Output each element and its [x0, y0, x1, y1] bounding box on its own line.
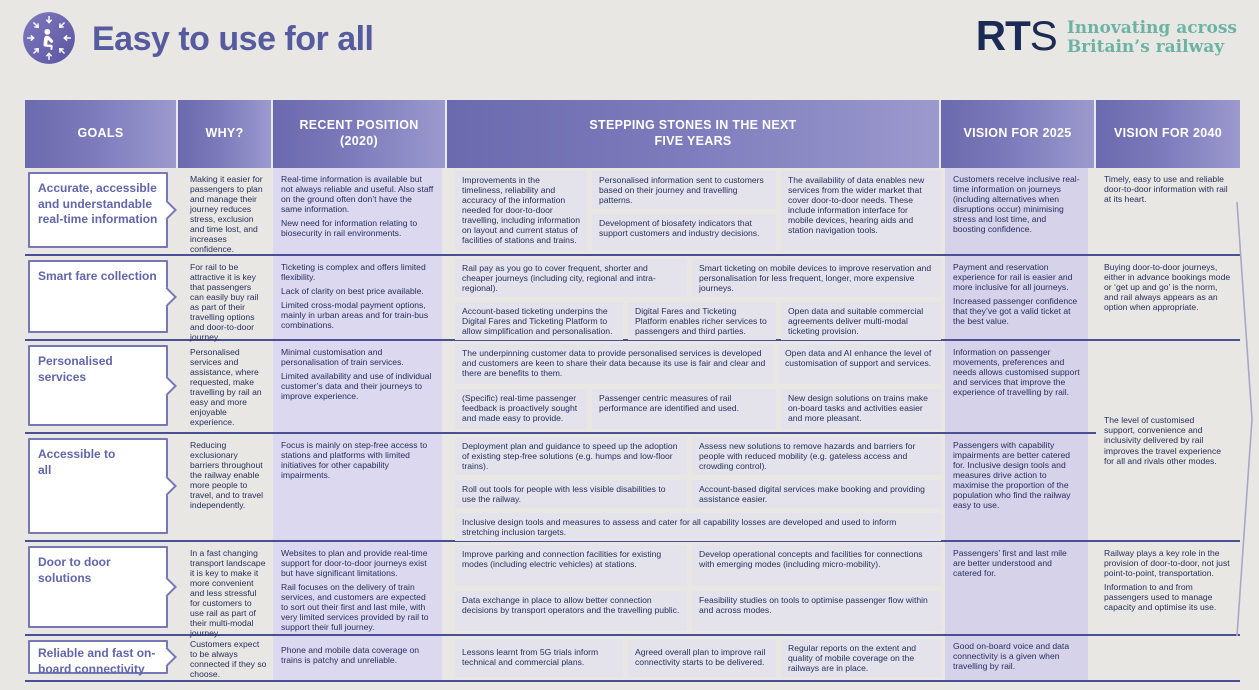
stepping-stone: Smart ticketing on mobile devices to improve reservation and personalisation for less frequent, longer, more expensive journeys. — [692, 259, 941, 297]
goal-cell-onboard-connectivity — [25, 636, 178, 682]
recent-text: Minimal customisation and personalisation of train services. — [281, 347, 404, 368]
vision-2040-cell-row6 — [1096, 636, 1240, 682]
stones-cell-row2 — [447, 256, 941, 341]
recent-cell-row4 — [273, 434, 447, 542]
stones-cell-row1 — [447, 168, 941, 256]
why-text: Customers expect to be always connected if they so choose. — [190, 639, 267, 680]
rts-tagline — [1067, 19, 1237, 57]
recent-text: Lack of clarity on best price available. — [281, 286, 424, 297]
stepping-stone: Assess new solutions to remove hazards and barriers for people with reduced mobility (e.g. gateless access and crowding control). — [692, 437, 941, 475]
strategy-table — [25, 100, 1240, 682]
why-cell-row6 — [178, 636, 273, 682]
recent-text: Rail focuses on the delivery of train services, and customers are expected to sort out their first and last mile, with very limited services provided by rail to support their full journey. — [281, 582, 429, 633]
goal-box — [28, 640, 168, 674]
col-header-label: WHY? — [205, 126, 244, 141]
recent-text: Focus is mainly on step-free access to stations and platforms with limited initiatives for other capability impairments. — [281, 440, 428, 481]
goal-label: Door to door solutions — [38, 555, 111, 585]
vision-2040-text: Buying door-to-door journeys, either in advance bookings mode or ‘get up and go’ is the norm, and rail always appears as an option when appropriate. — [1104, 262, 1231, 313]
stones-cell-row4 — [447, 434, 941, 542]
stones-cell-row5 — [447, 542, 941, 636]
stepping-stone: Develop operational concepts and facilities for connections with emerging modes (including micro-mobility). — [692, 545, 941, 586]
goal-cell-realtime-information — [25, 168, 178, 256]
goal-box — [28, 438, 168, 534]
stepping-stone: Regular reports on the extent and quality of mobile coverage on the railways are in place. — [781, 639, 941, 677]
stepping-stone: Lessons learnt from 5G trials inform technical and commercial plans. — [455, 639, 623, 677]
stepping-stone: Personalised information sent to customers based on their journey and travelling patterns. — [592, 171, 776, 209]
why-cell-row1 — [178, 168, 273, 256]
col-header-vision-2040 — [1096, 100, 1240, 168]
stepping-stone: Account-based digital services make booking and providing assistance easier. — [692, 480, 941, 508]
stepping-stone: Inclusive design tools and measures to assess and cater for all capability losses are developed and used to inform stretching inclusion targets. — [455, 513, 941, 541]
why-text: For rail to be attractive it is key that passengers can easily buy rail as part of their travelling options and door-to-door journey. — [190, 262, 259, 343]
stepping-stone: Deployment plan and guidance to speed up the adoption of existing step-free solutions (e.g. humps and low-floor trains). — [455, 437, 687, 475]
vision-2025-cell-row4 — [941, 434, 1096, 542]
goal-cell-door-to-door — [25, 542, 178, 636]
col-header-vision-2025 — [941, 100, 1096, 168]
recent-cell-row6 — [273, 636, 447, 682]
page-title: Easy to use for all — [92, 20, 374, 58]
rts-wordmark-bold: RT — [975, 12, 1030, 59]
why-cell-row5 — [178, 542, 273, 639]
col-header-goals — [25, 100, 178, 168]
stones-cell-row6 — [447, 636, 941, 682]
stepping-stone: Open data and suitable commercial agreements deliver multi-modal ticketing provision. — [781, 302, 941, 340]
stepping-stone: Roll out tools for people with less visible disabilities to use the railway. — [455, 480, 687, 508]
vision-2040-cell-row5 — [1096, 542, 1240, 636]
rts-tagline-line1: Innovating across — [1066, 18, 1237, 38]
goal-label: Accessible to all — [38, 447, 116, 477]
recent-text: Limited cross-modal payment options, mainly in urban areas and for train-bus combinations. — [281, 300, 429, 331]
page-header — [0, 0, 1259, 100]
goal-cell-personalised-services — [25, 341, 178, 434]
stepping-stone: The underpinning customer data to provide personalised services is developed and customers are keen to share their data because its use is fair and clear and there are benefits to them. — [455, 344, 773, 384]
stepping-stone: Open data and AI enhance the level of customisation of support and services. — [778, 344, 941, 384]
stepping-stone: Feasibility studies on tools to optimise passenger flow within and across modes. — [692, 591, 941, 632]
vision-2025-text: Payment and reservation experience for rail is easier and more inclusive for all journeys. — [953, 262, 1073, 293]
recent-text: Real-time information is available but not always reliable and useful. Also staff on the ground often don’t have the same information. — [281, 174, 434, 215]
rts-wordmark — [976, 14, 1057, 58]
stepping-stone: Agreed overall plan to improve rail connectivity starts to be delivered. — [628, 639, 776, 677]
stepping-stone: Passenger centric measures of rail performance are identified and used. — [592, 389, 776, 429]
vision-2040-text: Timely, easy to use and reliable door-to-door information with rail at its heart. — [1104, 174, 1228, 205]
why-cell-row2 — [178, 256, 273, 341]
col-header-label: RECENT POSITION (2020) — [299, 118, 419, 148]
goal-label: Personalised services — [38, 354, 113, 384]
vision-2040-text: The level of customised support, convenience and inclusivity delivered by rail improves the travel experience for all and rivals other modes. — [1104, 415, 1222, 466]
recent-cell-row3 — [273, 341, 447, 434]
goal-cell-smart-fare — [25, 256, 178, 341]
stepping-stone: Account-based ticketing underpins the Digital Fares and Ticketing Platform to allow simplification and personalisation. — [455, 302, 623, 340]
goal-label: Reliable and fast on-board connectivity — [38, 646, 156, 676]
table-continuation-chevron — [1236, 202, 1258, 636]
why-cell-row4 — [178, 434, 273, 542]
stones-cell-row3 — [447, 341, 941, 434]
stepping-stone: (Specific) real-time passenger feedback is proactively sought and made easy to provide. — [455, 389, 587, 429]
vision-2040-text: Information to and from passengers used to manage capacity and optimise its use. — [1104, 582, 1217, 613]
vision-2025-text: Information on passenger movements, preferences and needs allows customised support and services that improve the experience of travelling by rail. — [953, 347, 1080, 398]
vision-2025-cell-row1 — [941, 168, 1096, 256]
vision-2025-cell-row3 — [941, 341, 1096, 434]
recent-cell-row2 — [273, 256, 447, 341]
why-text: In a fast changing transport landscape it is key to make it more convenient and less stressful for customers to use rail as part of their multi-modal journey. — [190, 548, 266, 639]
goal-box — [28, 546, 168, 628]
col-header-label: VISION FOR 2040 — [1113, 126, 1222, 141]
recent-text: Ticketing is complex and offers limited flexibility. — [281, 262, 426, 283]
vision-2040-cell-row2 — [1096, 256, 1240, 341]
col-header-stepping-stones — [447, 100, 941, 168]
col-header-why — [178, 100, 273, 168]
stepping-stone: Rail pay as you go to cover frequent, shorter and cheaper journeys (including city, regional and intra-regional). — [455, 259, 687, 297]
vision-2025-cell-row6 — [941, 636, 1096, 682]
stepping-stone: New design solutions on trains make on-board tasks and activities easier and more pleasant. — [781, 389, 941, 429]
vision-2025-text: Good on-board voice and data connectivity is a given when travelling by rail. — [953, 641, 1070, 672]
goal-box — [28, 260, 168, 333]
stepping-stone: Improve parking and connection facilities for existing modes (including electric vehicles) at stations. — [455, 545, 687, 586]
rts-wordmark-light: S — [1029, 12, 1057, 59]
stepping-stone: Data exchange in place to allow better connection decisions by transport operators and the travelling public. — [455, 591, 687, 632]
goal-label: Accurate, accessible and understandable real-time information — [38, 181, 158, 227]
recent-cell-row1 — [273, 168, 447, 256]
why-cell-row3 — [178, 341, 273, 434]
rts-tagline-line2: Britain’s railway — [1066, 37, 1225, 57]
vision-2040-cell-row1 — [1096, 168, 1240, 256]
recent-text: New need for information relating to biosecurity in rail environments. — [281, 218, 418, 239]
why-text: Making it easier for passengers to plan and manage their journey reduces stress, exclusion and time lost, and increases confidence. — [190, 174, 263, 255]
recent-text: Phone and mobile data coverage on trains is patchy and unreliable. — [281, 645, 420, 666]
vision-2025-text: Increased passenger confidence that they’ve got a valid ticket at the best value. — [953, 296, 1078, 327]
vision-2040-cell-merged-rows3-4 — [1096, 341, 1240, 542]
col-header-label: GOALS — [77, 126, 124, 141]
col-header-recent-position — [273, 100, 447, 168]
vision-2025-text: Passengers with capability impairments are better catered for. Inclusive design tools and measures drive action to maximise the proportion of the population who find the railway easy to use. — [953, 440, 1071, 511]
stepping-stone: Digital Fares and Ticketing Platform enables richer services to passengers and third parties. — [628, 302, 776, 340]
recent-cell-row5 — [273, 542, 447, 636]
goal-label: Smart fare collection — [38, 269, 157, 283]
why-text: Personalised services and assistance, where requested, make travelling by rail an easy and more enjoyable experience. — [190, 347, 262, 428]
col-header-label: VISION FOR 2025 — [963, 126, 1072, 141]
stepping-stone: The availability of data enables new services from the wider market that cover door-to-door needs. These include information interface for mobile devices, hearing aids and station navigation tools. — [781, 171, 941, 251]
easy-to-use-icon — [22, 11, 76, 65]
recent-text: Limited availability and use of individual customer’s data and their journeys to improve experience. — [281, 371, 432, 402]
vision-2025-text: Passengers’ first and last mile are better understood and catered for. — [953, 548, 1067, 579]
recent-text: Websites to plan and provide real-time support for door-to-door journeys exist but have significant limitations. — [281, 548, 428, 579]
stepping-stone: Improvements in the timeliness, reliability and accuracy of the information needed for door-to-door travelling, including information on layout and current status of facilities of stations and trains. — [455, 171, 587, 251]
col-header-label: STEPPING STONES IN THE NEXT FIVE YEARS — [589, 118, 797, 148]
vision-2040-text: Railway plays a key role in the provision of door-to-door, not just point-to-point, transportation. — [1104, 548, 1230, 579]
vision-2025-cell-row2 — [941, 256, 1096, 341]
rts-logo — [976, 14, 1237, 58]
goal-box — [28, 345, 168, 426]
vision-2025-cell-row5 — [941, 542, 1096, 636]
why-text: Reducing exclusionary barriers throughout the railway enable more people to travel, and to travel independently. — [190, 440, 264, 511]
stepping-stone: Development of biosafety indicators that support customers and industry decisions. — [592, 214, 776, 251]
goal-box — [28, 172, 168, 248]
vision-2025-text: Customers receive inclusive real-time information on journeys (including alternatives when disruptions occur) minimising stress and lost time, and boosting confidence. — [953, 174, 1080, 235]
goal-cell-accessible-to-all — [25, 434, 178, 542]
